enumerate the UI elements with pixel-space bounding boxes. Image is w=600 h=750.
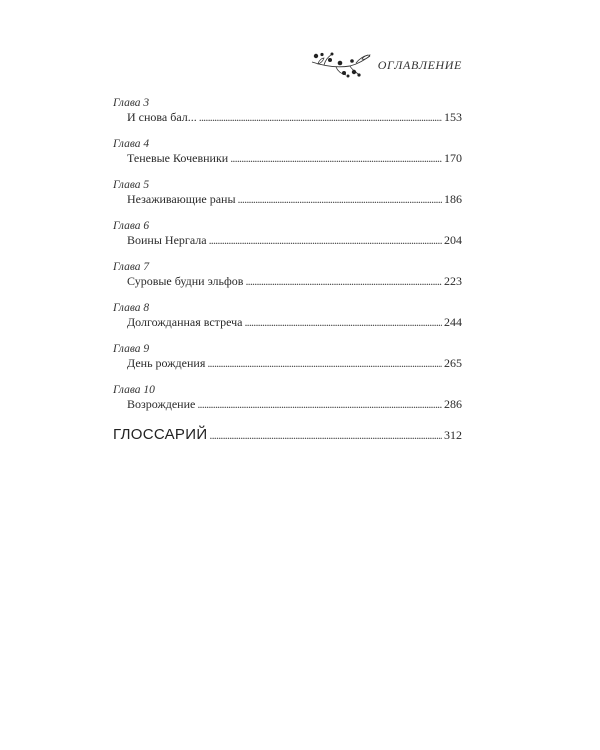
- chapter-title: И снова бал...: [127, 110, 197, 124]
- page-number: 204: [444, 233, 462, 247]
- chapter-title: Незаживающие раны: [127, 192, 236, 206]
- page-number: 186: [444, 192, 462, 206]
- page-title: ОГЛАВЛЕНИЕ: [377, 57, 462, 72]
- toc-entry-chapter-5: [113, 178, 462, 207]
- toc-entry-chapter-3: [113, 96, 462, 125]
- toc-row: [113, 356, 462, 371]
- chapter-title: Воины Нергала: [127, 233, 207, 247]
- floral-sprig-icon: [310, 52, 372, 78]
- toc-entry-chapter-4: [113, 137, 462, 166]
- page-number: 170: [444, 151, 462, 165]
- toc-row: [113, 274, 462, 289]
- dot-leader: [209, 428, 442, 443]
- chapter-label: Глава 10: [113, 384, 155, 396]
- dot-leader: [197, 397, 442, 412]
- chapter-label: Глава 8: [113, 302, 150, 314]
- chapter-title: Возрождение: [127, 397, 196, 411]
- page-number: 265: [444, 356, 462, 370]
- chapter-label: Глава 5: [113, 179, 150, 191]
- dot-leader: [238, 192, 442, 207]
- chapter-label: Глава 3: [113, 97, 150, 109]
- toc-row: [113, 192, 462, 207]
- page-number: 244: [444, 315, 462, 329]
- dot-leader: [230, 151, 442, 166]
- toc-row: [113, 315, 462, 330]
- dot-leader: [245, 274, 442, 289]
- table-of-contents: [113, 96, 462, 443]
- chapter-label: Глава 7: [113, 261, 150, 273]
- toc-entry-chapter-7: [113, 260, 462, 289]
- toc-entry-chapter-6: [113, 219, 462, 248]
- glossary-title: ГЛОССАРИЙ: [113, 426, 208, 443]
- toc-row: [113, 151, 462, 166]
- page-number: 286: [444, 397, 462, 411]
- toc-entry-chapter-10: [113, 383, 462, 412]
- page-number: 312: [444, 428, 462, 442]
- toc-row: [113, 397, 462, 412]
- page-number: 223: [444, 274, 462, 288]
- chapter-title: Теневые Кочевники: [127, 151, 229, 165]
- dot-leader: [209, 233, 442, 248]
- toc-row: [113, 110, 462, 125]
- toc-row: [113, 233, 462, 248]
- toc-entry-chapter-8: [113, 301, 462, 330]
- page-number: 153: [444, 110, 462, 124]
- chapter-title: День рождения: [127, 356, 206, 370]
- chapter-label: Глава 6: [113, 220, 150, 232]
- page-header: [310, 52, 462, 78]
- dot-leader: [199, 110, 442, 125]
- chapter-title: Долгожданная встреча: [127, 315, 243, 329]
- dot-leader: [244, 315, 442, 330]
- toc-entry-chapter-9: [113, 342, 462, 371]
- dot-leader: [207, 356, 442, 371]
- toc-entry-glossary: [113, 426, 462, 443]
- chapter-label: Глава 4: [113, 138, 150, 150]
- chapter-title: Суровые будни эльфов: [127, 274, 244, 288]
- chapter-label: Глава 9: [113, 343, 150, 355]
